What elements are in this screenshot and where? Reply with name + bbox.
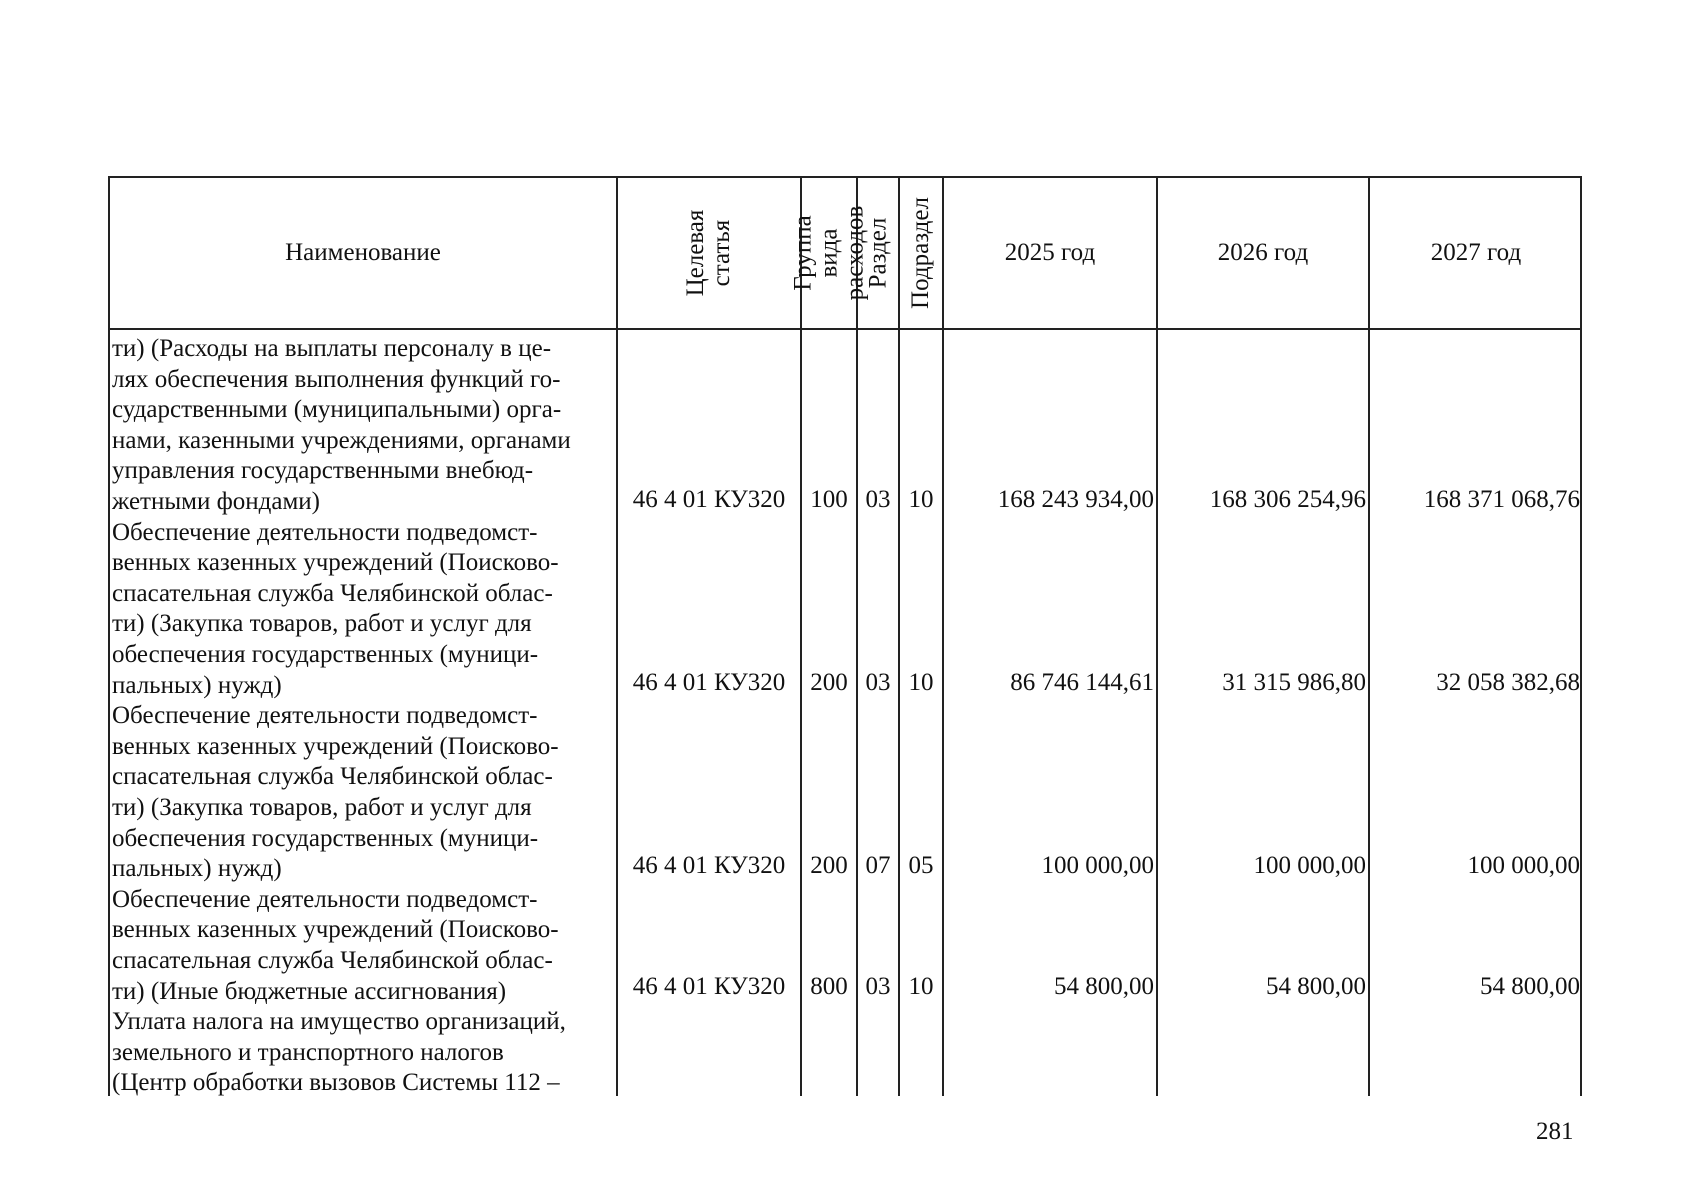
name-line: пальных) нужд) — [112, 671, 282, 699]
cell-section: 03 — [865, 669, 891, 696]
cell-section: 03 — [865, 973, 891, 1000]
cell-y2025: 54 800,00 — [1054, 973, 1154, 1000]
cell-target: 46 4 01 КУ320 — [632, 852, 786, 879]
header-divider — [108, 328, 1582, 330]
cell-y2026: 31 315 986,80 — [1222, 669, 1366, 696]
name-line: Уплата налога на имущество организаций, — [112, 1008, 566, 1036]
name-line: Обеспечение деятельности подведомст- — [112, 518, 538, 546]
name-line: Обеспечение деятельности подведомст- — [112, 702, 538, 730]
cell-subsection: 10 — [908, 486, 934, 513]
cell-subsection: 05 — [908, 852, 934, 879]
name-line: управления государственными внебюд- — [112, 457, 534, 485]
cell-y2025: 100 000,00 — [1041, 852, 1154, 879]
name-line: обеспечения государственных (муници- — [112, 641, 539, 668]
name-line: жетными фондами) — [112, 488, 321, 515]
name-line: пальных) нужд) — [112, 855, 282, 883]
cell-section: 07 — [865, 852, 891, 879]
cell-y2026: 168 306 254,96 — [1209, 486, 1366, 513]
cell-y2026: 100 000,00 — [1253, 852, 1366, 879]
cell-y2027: 32 058 382,68 — [1436, 669, 1580, 696]
name-line: ти) (Закупка товаров, работ и услуг для — [112, 794, 532, 821]
name-line: венных казенных учреждений (Поисково- — [112, 549, 559, 577]
cell-target: 46 4 01 КУ320 — [632, 973, 786, 1000]
name-line: ти) (Закупка товаров, работ и услуг для — [112, 610, 532, 638]
name-line: (Центр обработки вызовов Системы 112 – — [112, 1069, 560, 1097]
cell-target: 46 4 01 КУ320 — [632, 669, 786, 696]
cell-group: 200 — [810, 852, 848, 879]
name-line: земельного и транспортного налогов — [112, 1038, 504, 1066]
header-2026: 2026 год — [1217, 239, 1309, 266]
cell-y2027: 168 371 068,76 — [1423, 486, 1580, 513]
name-line: лях обеспечения выполнения функций го- — [112, 365, 561, 393]
name-line: спасательная служба Челябинской облас- — [112, 579, 553, 607]
header-subsection — [900, 178, 942, 328]
name-line: ти) (Иные бюджетные ассигнования) — [112, 977, 507, 1005]
cell-y2027: 54 800,00 — [1480, 973, 1580, 1000]
header-name: Наименование — [285, 239, 441, 266]
page-number: 281 — [1536, 1118, 1574, 1145]
name-line: венных казенных учреждений (Поисково- — [112, 732, 559, 760]
header-target — [618, 178, 800, 328]
header-section — [858, 178, 898, 328]
cell-section: 03 — [865, 486, 891, 513]
cell-y2025: 86 746 144,61 — [1010, 669, 1154, 696]
name-line: Обеспечение деятельности подведомст- — [112, 885, 538, 913]
header-subsection-text: Подраздел — [907, 197, 934, 309]
cell-subsection: 10 — [908, 973, 934, 1000]
header-target-text: Целевая статья — [682, 209, 735, 297]
cell-y2025: 168 243 934,00 — [997, 486, 1154, 513]
cell-target: 46 4 01 КУ320 — [632, 486, 786, 513]
cell-y2027: 100 000,00 — [1467, 852, 1580, 879]
name-line: ти) (Расходы на выплаты персоналу в це- — [112, 335, 552, 362]
cell-group: 800 — [810, 973, 848, 1000]
name-line: спасательная служба Челябинской облас- — [112, 947, 553, 974]
name-line: сударственными (муниципальными) орга- — [112, 396, 562, 424]
header-group-text: Группа вида расходов — [789, 205, 868, 301]
header-2025: 2025 год — [1004, 239, 1096, 266]
cell-group: 200 — [810, 669, 848, 696]
cell-group: 100 — [810, 486, 848, 513]
name-line: спасательная служба Челябинской облас- — [112, 763, 553, 791]
header-2027: 2027 год — [1430, 239, 1522, 266]
header-group — [789, 178, 868, 328]
name-line: венных казенных учреждений (Поисково- — [112, 916, 559, 944]
header-section-text: Раздел — [864, 217, 891, 289]
cell-y2026: 54 800,00 — [1266, 973, 1366, 1000]
name-line: обеспечения государственных (муници- — [112, 824, 539, 852]
name-line: нами, казенными учреждениями, органами — [112, 426, 571, 454]
cell-subsection: 10 — [908, 669, 934, 696]
